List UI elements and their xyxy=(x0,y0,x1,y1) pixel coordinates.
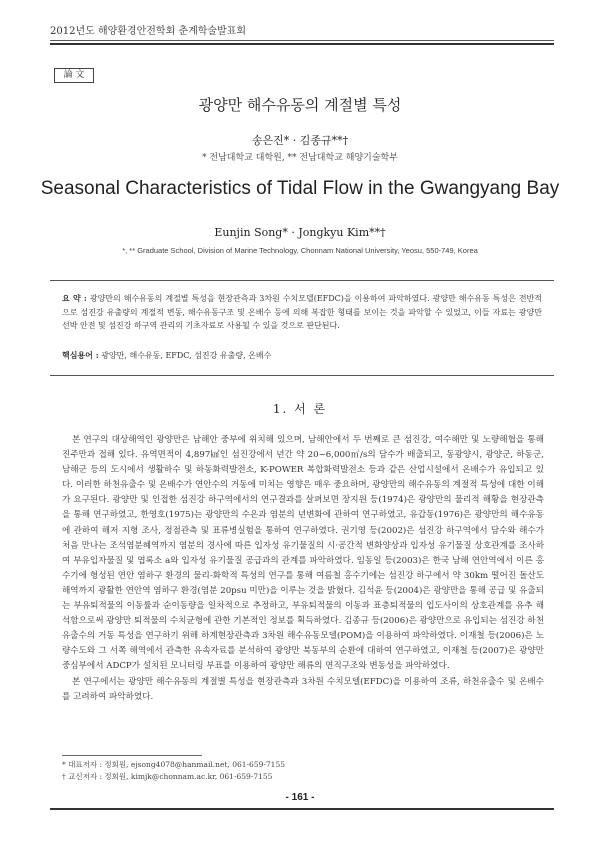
article-type-tag: 論 文 xyxy=(54,68,94,83)
footnote-1: * 대표저자 : 정회원, ejsong4078@hanmail.net, 061-659-7155 xyxy=(62,760,285,769)
header-rule-thin xyxy=(50,40,554,41)
keywords-label: 핵심용어 : xyxy=(62,350,99,360)
title-english: Seasonal Characteristics of Tidal Flow in the Gwangyang Bay xyxy=(40,178,560,199)
abstract-bottom-rule xyxy=(50,375,554,376)
keywords xyxy=(62,350,542,361)
page-number: - 161 - xyxy=(285,792,315,803)
authors-korean: 송은진* · 김종규**† xyxy=(251,134,349,147)
affiliation-english: *, ** Graduate School, Division of Marine Technology, Chonnam National University, Yeosu, 550-749, Korea xyxy=(122,246,478,255)
body-text xyxy=(62,433,544,705)
body-paragraph: 본 연구의 대상해역인 광양만은 남해안 중부에 위치해 있으며, 남해안에서 두 번째로 큰 섬진강, 여수해만 및 노량해협을 통해 진주만과 접해 있다. 유역면적이 4,897㎢인 섬진강에서 년간 약 20~6,000㎥/s의 담수가 배출되고, 동광양시, 광양군, 하동군, 남해군 등의 도시에서 생활하수 및 하동화력발전소, K-POWER 복합화력발전소 등과 같은 산업시설에서 온배수가 유입되고 있다. 이러한 하천유출수 및 온배수가 연안수의 거동에 미치는 영향은 매우 중요하며, 광양만의 해수유동의 계절적 특성에 대한 이해가 요구된다. 광양만 및 인접한 섬진강 하구역에서의 연구결과를 살펴보면 장지원 등(1974)은 광양만의 물리적 해황을 현장관측을 통해 연구하였고, 한영호(1975)는 광양만의 수온과 염분의 년변화에 관하여 연구하였고, 유갑동(1976)은 광양만의 해수유동에 관하여 해저 지형 조사, 정점관측 및 표류병실험을 통하여 연구하였다. 권기영 등(2002)은 섬진강 하구역에서 담수와 해수가 처음 만나는 조석염분혜역까지 염분의 경사에 따른 입자성 유기물질의 시·공간적 변화양상과 입자성 유기물질 상호관계를 조사하여 부유입자물질 및 엽록소 a와 입자성 유기물질 공급과의 관계를 파악하였다. 임동일 등(2003)은 한국 남해 연안역에서 이른 홍수기에 형성된 연안 염하구 환경의 물리-화학적 특성의 연구를 통해 여름철 홍수기에는 섬진강 하구에서 약 30km 떨어진 돌산도 해역까지 광활한 연안역 염하구 환경(염분 20psu 미만)을 이루는 것을 밝혔다. 김석윤 등(2004)은 광양만을 통해 공급 및 유출되는 부유퇴적물의 이동률과 순이동량을 일차적으로 추정하고, 부유퇴적물의 이동과 표층퇴적물의 입도사이의 상호관계를 유추 해석함으로써 광양만 퇴적물의 수치균형에 관한 기본적인 정보를 획득하였다. 김종규 등(2006)은 광양만으로 유입되는 섬진강 하천유출수의 거동 특성을 연구하기 위해 하계현장관측과 3차원 해수유동모델(POM)을 이용하여 파악하였다. 이재철 등(2006)은 노량수도와 그 서쪽 해역에서 관측한 유속자료를 분석하여 광양만 북동부의 순환에 대하여 연구하였고, 이재철 등(2007)은 광양만 중심부에서 ADCP가 설치된 모니터링 부표를 이용하여 광양만 해류의 연직구조와 변동성을 파악하였다. xyxy=(62,435,544,672)
abstract xyxy=(62,292,542,333)
footnote-rule xyxy=(62,755,202,756)
affiliation-korean: * 전남대학교 대학원, ** 전남대학교 해양기술학부 xyxy=(202,153,398,163)
footer-rule xyxy=(50,808,554,810)
header-rule-thick xyxy=(50,43,554,45)
body-paragraph: 본 연구에서는 광양만 해수유동의 계절별 특성을 현장관측과 3차원 수치모델(EFDC)을 이용하여 조류, 하천유출수 및 온배수를 고려하여 파악하였다. xyxy=(62,676,544,702)
authors-english: Eunjin Song* · Jongkyu Kim**† xyxy=(214,226,386,239)
footnote-2: † 교신저자 : 정회원, kimjk@chonnam.ac.kr, 061-659-7155 xyxy=(62,772,273,781)
abstract-label: 요 약 : xyxy=(62,293,87,303)
abstract-text: 광양만의 해수유동의 계절별 특성을 현장관측과 3차원 수치모델(EFDC)을 이용하여 파악하였다. 광양만 해수유동 특성은 전반적으로 섬진강 유출량의 계절적 변동, 해수유동구조 및 온배수 등에 의해 복잡한 형태를 보이는 것을 파악할 수 있었고, 이들 자료는 광양만 선박 안전 및 섬진강 하구역 관리의 기초자료로 사용될 수 있을 것으로 판단된다. xyxy=(62,294,543,330)
abstract-top-rule xyxy=(50,280,554,281)
title-korean: 광양만 해수유동의 계절별 특성 xyxy=(198,96,402,114)
section-heading: 1. 서 론 xyxy=(272,402,328,416)
keywords-text: 광양만, 해수유동, EFDC, 섬진강 유출량, 온배수 xyxy=(101,351,272,360)
journal-header: 2012년도 해양환경안전학회 춘계학술발표회 xyxy=(50,26,247,37)
